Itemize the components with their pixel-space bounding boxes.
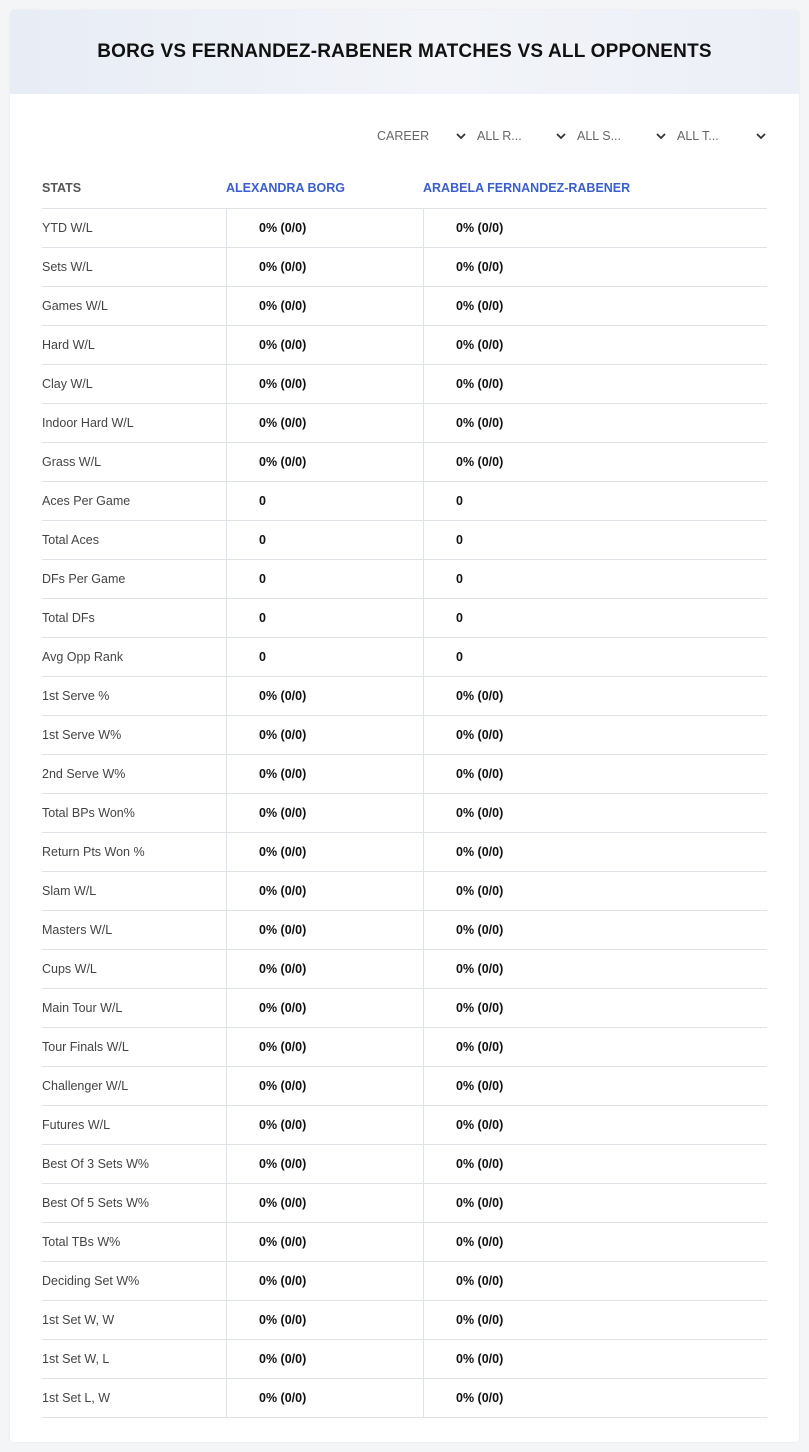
stat-label: Avg Opp Rank bbox=[42, 650, 124, 664]
table-row bbox=[42, 716, 767, 755]
table-row bbox=[42, 287, 767, 326]
stat-label: Futures W/L bbox=[42, 1118, 111, 1132]
player2-value: 0% (0/0) bbox=[423, 248, 767, 286]
player2-value: 0% (0/0) bbox=[423, 794, 767, 832]
table-header bbox=[42, 168, 767, 209]
table-row bbox=[42, 404, 767, 443]
stat-label: Total TBs W% bbox=[42, 1235, 121, 1249]
player2-value: 0% (0/0) bbox=[423, 326, 767, 364]
table-row bbox=[42, 755, 767, 794]
filter-label: ALL R... bbox=[477, 129, 522, 143]
player1-value: 0% (0/0) bbox=[226, 1223, 423, 1261]
table-row bbox=[42, 833, 767, 872]
table-row bbox=[42, 989, 767, 1028]
stats-table bbox=[42, 168, 767, 1418]
table-row bbox=[42, 1028, 767, 1067]
stat-label: Games W/L bbox=[42, 299, 108, 313]
player1-value: 0% (0/0) bbox=[226, 716, 423, 754]
stat-label: Masters W/L bbox=[42, 923, 113, 937]
table-row bbox=[42, 872, 767, 911]
player1-value: 0 bbox=[226, 599, 423, 637]
player2-value: 0% (0/0) bbox=[423, 755, 767, 793]
player2-value: 0% (0/0) bbox=[423, 1028, 767, 1066]
player2-value: 0% (0/0) bbox=[423, 1301, 767, 1339]
player2-value: 0% (0/0) bbox=[423, 1262, 767, 1300]
filter-label: CAREER bbox=[377, 129, 430, 143]
player1-value: 0% (0/0) bbox=[226, 326, 423, 364]
player2-value: 0% (0/0) bbox=[423, 209, 767, 247]
table-row bbox=[42, 365, 767, 404]
player1-value: 0% (0/0) bbox=[226, 248, 423, 286]
filter-bar bbox=[367, 126, 767, 146]
filter-label: ALL T... bbox=[677, 129, 719, 143]
player1-value: 0% (0/0) bbox=[226, 404, 423, 442]
table-row bbox=[42, 599, 767, 638]
stat-label: Total Aces bbox=[42, 533, 99, 547]
player2-value: 0% (0/0) bbox=[423, 1145, 767, 1183]
player2-value: 0 bbox=[423, 638, 767, 676]
player2-value: 0% (0/0) bbox=[423, 950, 767, 988]
player1-value: 0 bbox=[226, 638, 423, 676]
player1-value: 0% (0/0) bbox=[226, 833, 423, 871]
player2-value: 0 bbox=[423, 521, 767, 559]
player2-value: 0% (0/0) bbox=[423, 1223, 767, 1261]
stat-label: Aces Per Game bbox=[42, 494, 131, 508]
stat-label: Sets W/L bbox=[42, 260, 93, 274]
stat-label: Grass W/L bbox=[42, 455, 102, 469]
stat-label: Tour Finals W/L bbox=[42, 1040, 129, 1054]
player2-value: 0% (0/0) bbox=[423, 404, 767, 442]
player1-value: 0% (0/0) bbox=[226, 911, 423, 949]
table-row bbox=[42, 794, 767, 833]
player1-value: 0% (0/0) bbox=[226, 950, 423, 988]
stat-label: 1st Serve W% bbox=[42, 728, 122, 742]
filter-surface-dropdown[interactable] bbox=[567, 126, 667, 146]
player1-value: 0 bbox=[226, 482, 423, 520]
player2-value: 0% (0/0) bbox=[423, 365, 767, 403]
player1-value: 0% (0/0) bbox=[226, 755, 423, 793]
stat-label: Challenger W/L bbox=[42, 1079, 129, 1093]
table-row bbox=[42, 638, 767, 677]
player1-value: 0% (0/0) bbox=[226, 1145, 423, 1183]
player1-value: 0 bbox=[226, 521, 423, 559]
player2-value: 0 bbox=[423, 560, 767, 598]
player1-value: 0% (0/0) bbox=[226, 1184, 423, 1222]
player2-value: 0% (0/0) bbox=[423, 989, 767, 1027]
stat-label: 1st Set L, W bbox=[42, 1391, 111, 1405]
stat-label: Best Of 3 Sets W% bbox=[42, 1157, 149, 1171]
filter-round-dropdown[interactable] bbox=[467, 126, 567, 146]
stat-label: 1st Set W, L bbox=[42, 1352, 110, 1366]
stat-label: 1st Serve % bbox=[42, 689, 110, 703]
table-row bbox=[42, 209, 767, 248]
player1-value: 0 bbox=[226, 560, 423, 598]
player2-value: 0% (0/0) bbox=[423, 716, 767, 754]
table-row bbox=[42, 1379, 767, 1418]
stat-label: Main Tour W/L bbox=[42, 1001, 123, 1015]
player1-value: 0% (0/0) bbox=[226, 1067, 423, 1105]
player2-value: 0% (0/0) bbox=[423, 287, 767, 325]
table-row bbox=[42, 1067, 767, 1106]
player2-value: 0 bbox=[423, 599, 767, 637]
player1-value: 0% (0/0) bbox=[226, 677, 423, 715]
stats-card bbox=[10, 10, 799, 1442]
player2-value: 0% (0/0) bbox=[423, 872, 767, 910]
stat-label: Deciding Set W% bbox=[42, 1274, 140, 1288]
table-row bbox=[42, 248, 767, 287]
player2-value: 0% (0/0) bbox=[423, 1184, 767, 1222]
table-row bbox=[42, 1106, 767, 1145]
page-header bbox=[10, 10, 799, 94]
stat-label: Return Pts Won % bbox=[42, 845, 145, 859]
stat-label: Cups W/L bbox=[42, 962, 97, 976]
table-row bbox=[42, 677, 767, 716]
player2-value: 0% (0/0) bbox=[423, 1379, 767, 1417]
player2-value: 0% (0/0) bbox=[423, 911, 767, 949]
chevron-down-icon bbox=[455, 130, 467, 142]
stat-label: DFs Per Game bbox=[42, 572, 126, 586]
player1-value: 0% (0/0) bbox=[226, 443, 423, 481]
table-row bbox=[42, 482, 767, 521]
player1-link[interactable]: ALEXANDRA BORG bbox=[226, 181, 345, 195]
player1-value: 0% (0/0) bbox=[226, 872, 423, 910]
stat-label: Clay W/L bbox=[42, 377, 93, 391]
player2-value: 0% (0/0) bbox=[423, 443, 767, 481]
stat-label: 2nd Serve W% bbox=[42, 767, 126, 781]
stat-label: Total BPs Won% bbox=[42, 806, 135, 820]
filter-tournament-dropdown[interactable] bbox=[667, 126, 767, 146]
table-row bbox=[42, 1340, 767, 1379]
player2-value: 0% (0/0) bbox=[423, 1340, 767, 1378]
table-row bbox=[42, 911, 767, 950]
stat-label: Best Of 5 Sets W% bbox=[42, 1196, 149, 1210]
stat-label: Slam W/L bbox=[42, 884, 97, 898]
table-row bbox=[42, 1145, 767, 1184]
player1-value: 0% (0/0) bbox=[226, 1340, 423, 1378]
table-row bbox=[42, 443, 767, 482]
chevron-down-icon bbox=[755, 130, 767, 142]
stat-label: 1st Set W, W bbox=[42, 1313, 115, 1327]
stat-label: Hard W/L bbox=[42, 338, 95, 352]
table-row bbox=[42, 1262, 767, 1301]
player1-value: 0% (0/0) bbox=[226, 287, 423, 325]
player2-value: 0% (0/0) bbox=[423, 677, 767, 715]
stat-label: Indoor Hard W/L bbox=[42, 416, 134, 430]
stat-label: YTD W/L bbox=[42, 221, 93, 235]
stat-label: Total DFs bbox=[42, 611, 95, 625]
table-row bbox=[42, 521, 767, 560]
stats-column-header: STATS bbox=[42, 181, 82, 195]
player1-value: 0% (0/0) bbox=[226, 794, 423, 832]
player1-value: 0% (0/0) bbox=[226, 1379, 423, 1417]
player2-value: 0 bbox=[423, 482, 767, 520]
table-row bbox=[42, 560, 767, 599]
chevron-down-icon bbox=[555, 130, 567, 142]
player1-value: 0% (0/0) bbox=[226, 989, 423, 1027]
filter-period-dropdown[interactable] bbox=[367, 126, 467, 146]
player1-value: 0% (0/0) bbox=[226, 1106, 423, 1144]
player1-value: 0% (0/0) bbox=[226, 1301, 423, 1339]
table-row bbox=[42, 1223, 767, 1262]
page-title: BORG VS FERNANDEZ-RABENER MATCHES VS ALL OPPONENTS bbox=[97, 41, 712, 62]
table-row bbox=[42, 1184, 767, 1223]
table-body bbox=[42, 209, 767, 1418]
player1-value: 0% (0/0) bbox=[226, 365, 423, 403]
table-row bbox=[42, 326, 767, 365]
player1-value: 0% (0/0) bbox=[226, 209, 423, 247]
player1-value: 0% (0/0) bbox=[226, 1028, 423, 1066]
chevron-down-icon bbox=[655, 130, 667, 142]
player2-link[interactable]: ARABELA FERNANDEZ-RABENER bbox=[423, 181, 631, 195]
player2-value: 0% (0/0) bbox=[423, 833, 767, 871]
table-row bbox=[42, 1301, 767, 1340]
filter-label: ALL S... bbox=[577, 129, 622, 143]
player1-value: 0% (0/0) bbox=[226, 1262, 423, 1300]
table-row bbox=[42, 950, 767, 989]
player2-value: 0% (0/0) bbox=[423, 1106, 767, 1144]
player2-value: 0% (0/0) bbox=[423, 1067, 767, 1105]
